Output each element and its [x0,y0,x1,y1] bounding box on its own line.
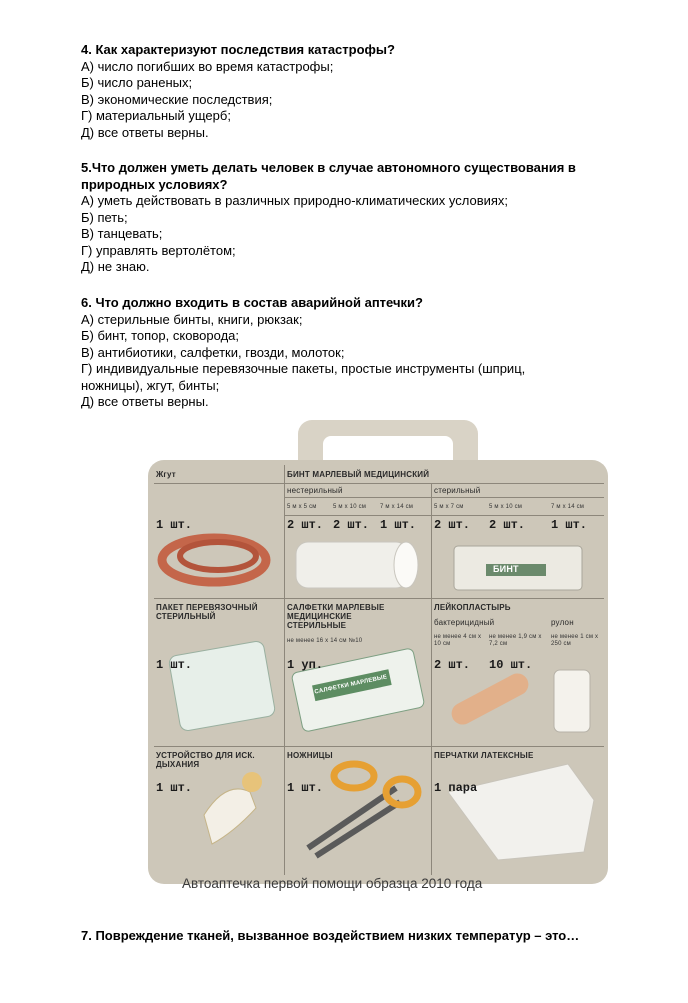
gloves-label: ПЕРЧАТКИ ЛАТЕКСНЫЕ [434,751,534,760]
question-6 [81,295,661,411]
answer-option: Д) все ответы верны. [81,124,209,140]
bint-package-label: БИНТ [493,564,519,574]
bandage-header: БИНТ МАРЛЕВЫЙ МЕДИЦИНСКИЙ [287,470,430,479]
dressing-packet-image [168,640,276,732]
bandage-qty: 2 шт. [434,518,471,532]
size-label: 5 м x 7 см [434,504,464,510]
bandage-qty: 2 шт. [287,518,324,532]
plaster-qty: 10 шт. [489,658,533,672]
scissors-qty: 1 шт. [287,781,324,795]
gloves-image [448,764,594,860]
plaster-qty: 2 шт. [434,658,471,672]
roll-label: рулон [551,618,574,627]
question-4 [81,42,661,141]
napkins-qty: 1 уп. [287,658,324,672]
plaster-size: не менее 1 см x 250 см [551,634,599,647]
napkins-size: не менее 16 x 14 см №10 [287,638,363,644]
question-title: 6. Что должно входить в состав аварийной аптечки? [81,295,423,310]
tourniquet-label: Жгут [156,470,176,479]
packet-label: ПАКЕТ ПЕРЕВЯЗОЧНЫЙ СТЕРИЛЬНЫЙ [156,603,258,621]
answer-option: А) уметь действовать в различных природно-климатических условиях; [81,193,509,208]
sterile-label: стерильный [434,486,481,495]
question-title-cont: природных условиях? [81,176,228,192]
plaster-image [448,670,532,729]
bandage-qty: 1 шт. [551,518,588,532]
plaster-label: ЛЕЙКОПЛАСТЫРЬ [434,603,511,612]
answer-option: Г) материальный ущерб; [81,108,231,123]
answer-option: Б) бинт, топор, сковорода; [81,328,240,343]
first-aid-kit-illustration [148,420,608,900]
bandage-qty: 2 шт. [489,518,526,532]
question-title: 7. Повреждение тканей, вызванное воздействием низких температур – это… [81,928,580,943]
plaster-size: не менее 4 см x 10 см [434,634,482,647]
answer-option: Д) не знаю. [81,259,150,274]
bandage-qty: 2 шт. [333,518,370,532]
size-label: 5 м x 10 см [489,504,523,510]
gloves-qty: 1 пара [434,781,478,795]
answer-option: В) антибиотики, салфетки, гвозди, молоток; [81,344,345,360]
answer-option: Б) число раненых; [81,75,193,90]
napkins-label: САЛФЕТКИ МАРЛЕВЫЕ МЕДИЦИНСКИЕ СТЕРИЛЬНЫЕ [287,603,385,630]
answer-option: ножницы), жгут, бинты; [81,377,220,393]
kit-items-illustration [148,420,608,900]
question-title: 5.Что должен уметь делать человек в случае автономного существования в [81,160,576,175]
answer-option: Г) индивидуальные перевязочные пакеты, простые инструменты (шприц, [81,361,526,376]
breathing-device-qty: 1 шт. [156,781,193,795]
answer-option: Г) управлять вертолётом; [81,242,236,258]
bactericidal-label: бактерицидный [434,618,495,627]
tourniquet-qty: 1 шт. [156,518,193,532]
question-5 [81,160,661,276]
scissors-label: НОЖНИЦЫ [287,751,333,760]
question-7 [81,928,661,945]
size-label: 7 м x 14 см [380,504,414,510]
bandage-qty: 1 шт. [380,518,417,532]
answer-option: А) стерильные бинты, книги, рюкзак; [81,311,303,327]
nonsterile-label: нестерильный [287,486,343,495]
scissors-image [308,764,418,856]
packet-qty: 1 шт. [156,658,193,672]
size-label: 5 м x 5 см [287,504,317,510]
answer-option: А) число погибших во время катастрофы; [81,58,334,74]
breathing-device-label: УСТРОЙСТВО ДЛЯ ИСК. ДЫХАНИЯ [156,751,255,769]
plaster-size: не менее 1,9 см x 7,2 см [489,634,542,647]
answer-option: Б) петь; [81,209,128,225]
question-title: 4. Как характеризуют последствия катастрофы? [81,42,395,57]
bandage-roll-image [296,542,408,588]
plaster-roll-image [554,670,590,732]
answer-option: Д) все ответы верны. [81,394,209,409]
size-label: 7 м x 14 см [551,504,585,510]
kit-caption: Автоаптечка первой помощи образца 2010 года [182,876,483,891]
answer-option: В) экономические последствия; [81,91,273,107]
size-label: 5 м x 10 см [333,504,367,510]
answer-option: В) танцевать; [81,226,163,241]
napkin-package-label: САЛФЕТКИ МАРЛЕВЫЕ [314,674,388,696]
breathing-device-image [204,789,256,844]
